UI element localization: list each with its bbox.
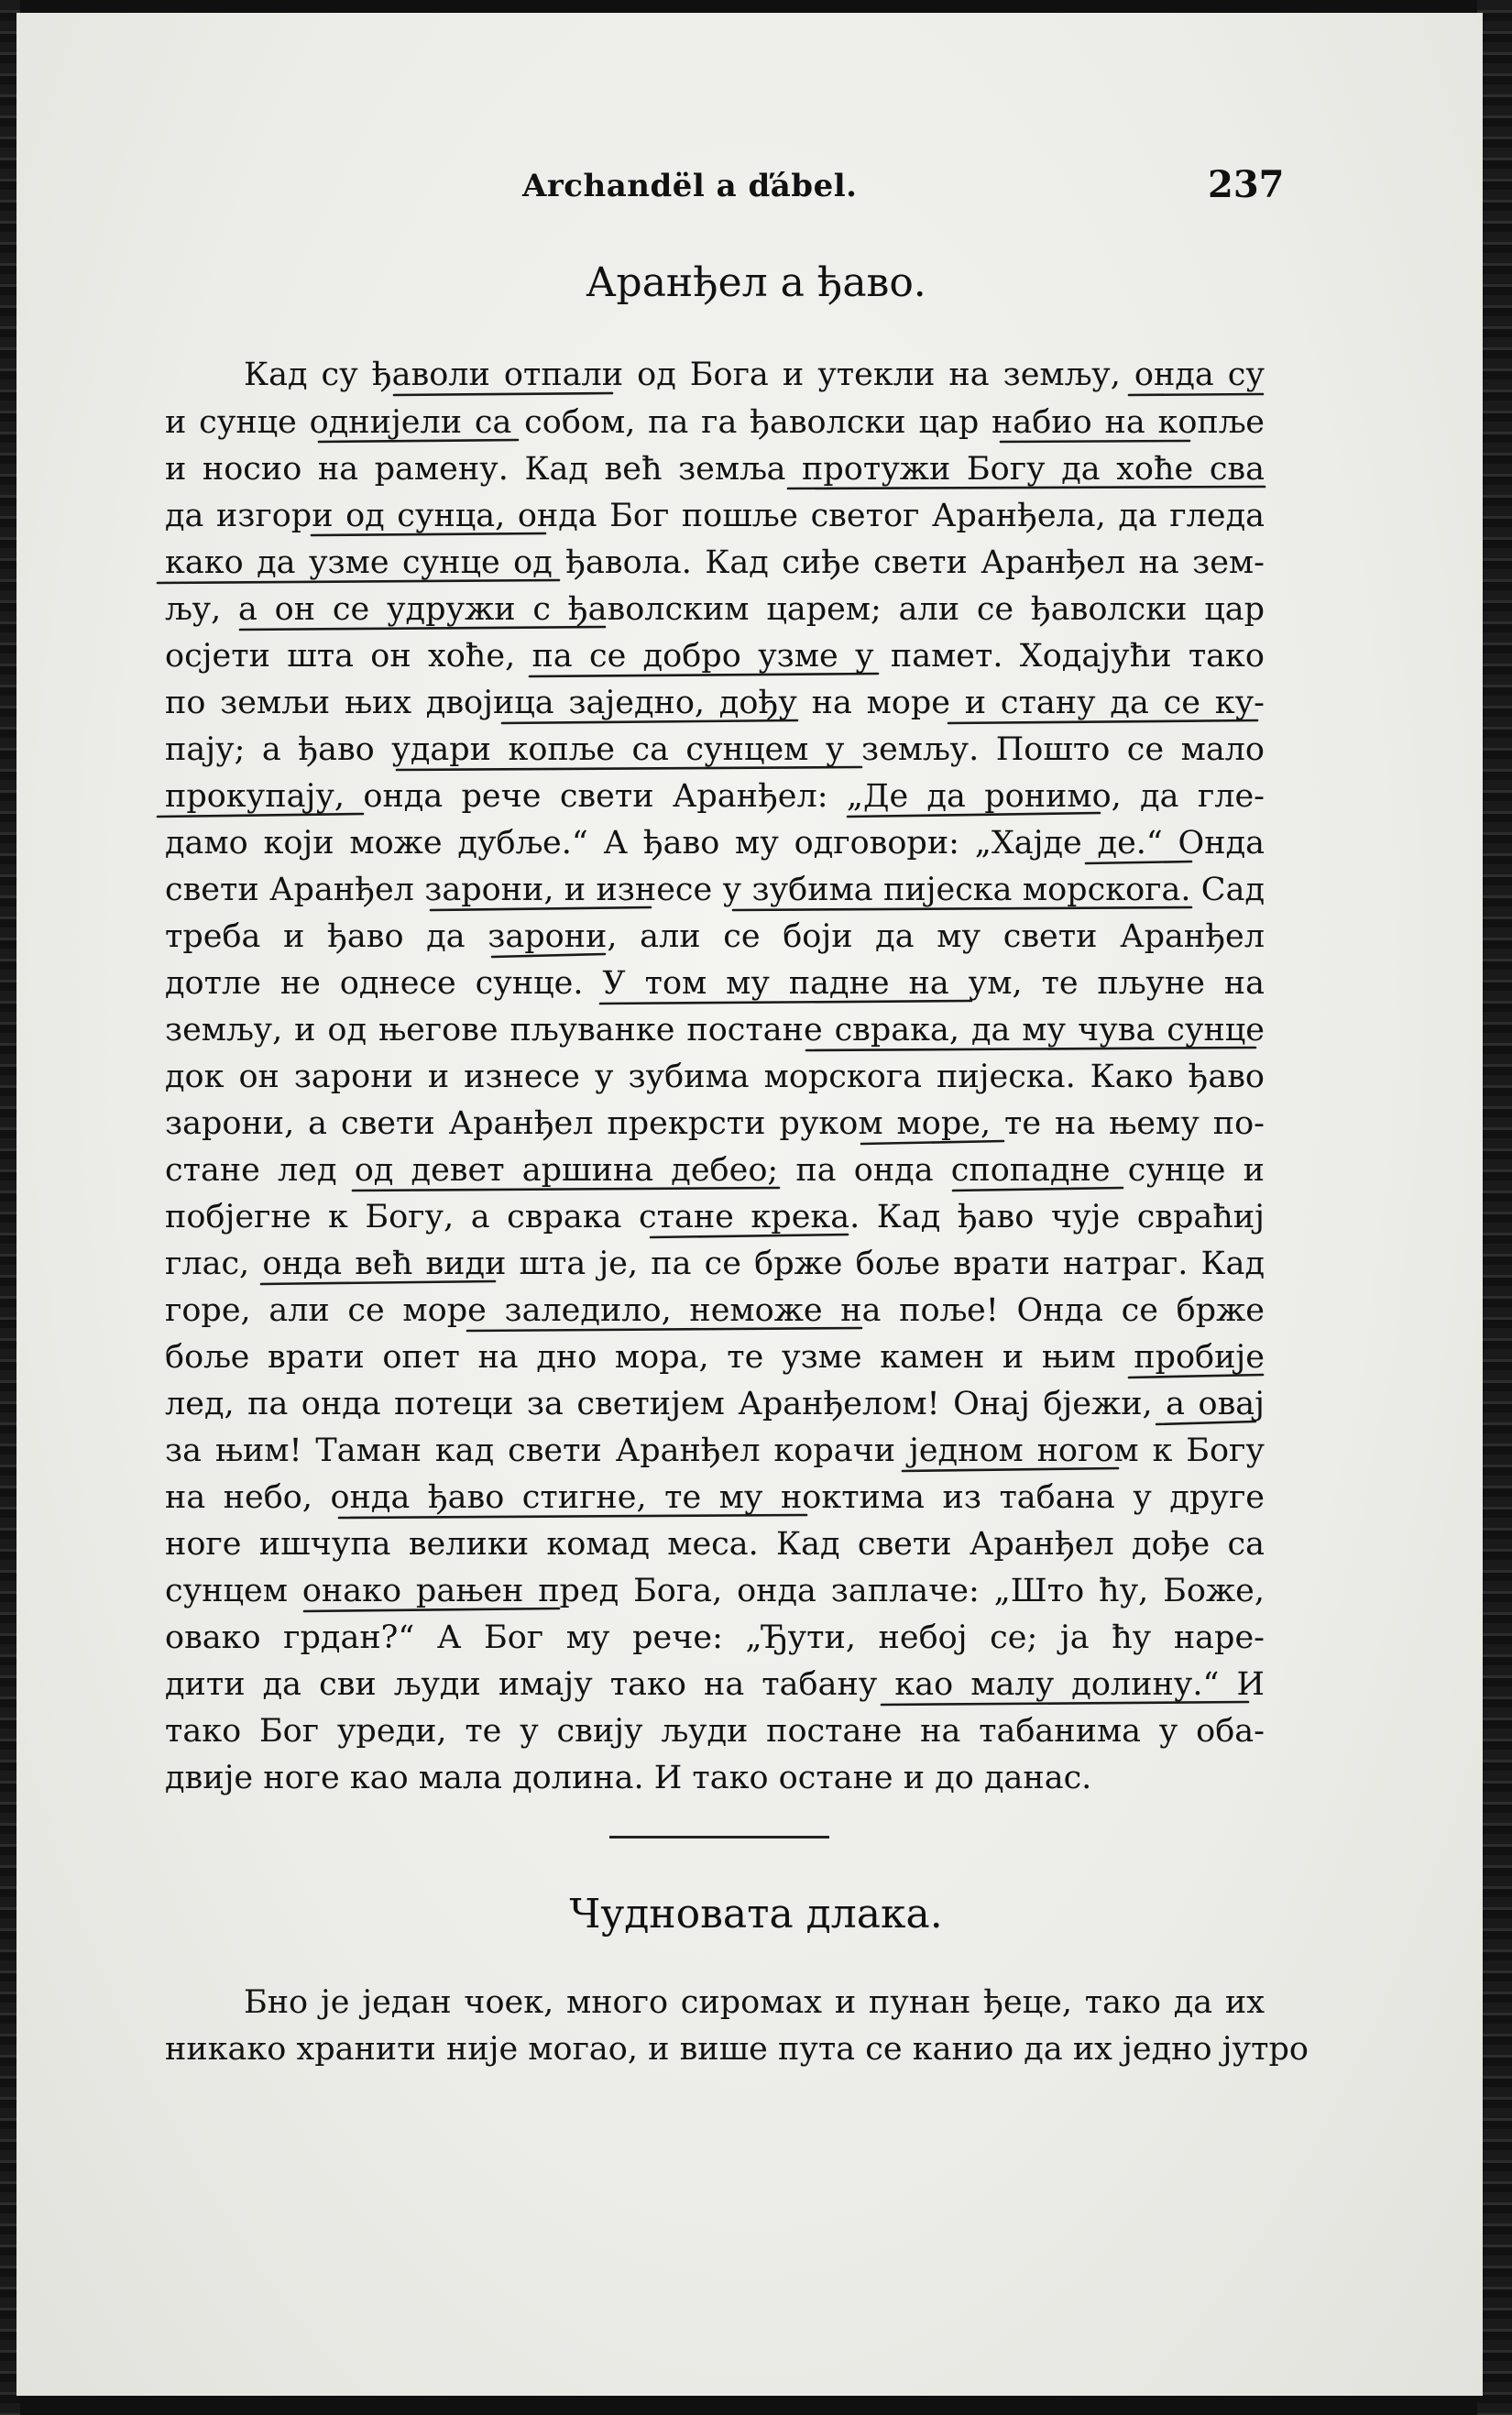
text-line-18: стане лед од девет аршина дебео; па онда спопадне сунце и: [165, 1152, 1265, 1189]
text-line-31: двије ноге као мала долина. И тако остане и до данас.: [165, 1760, 1092, 1796]
text-line-5: како да узме сунце од ђавола. Кад сиђе свети Аранђел на зем-: [165, 544, 1265, 581]
text-line-22: боље врати опет на дно мора, те узме камен и њим пробије: [165, 1339, 1265, 1376]
text-line-19: побјегне к Богу, а сврака стане крека. Кад ђаво чује свраħиј: [165, 1199, 1265, 1235]
text-line-6: љу, а он се удружи с ђаволским царем; али се ђаволски цар: [165, 591, 1265, 628]
story-title-2: Чудновата длака.: [569, 1891, 943, 1937]
text-line-21: горе, али се море заледило, неможе на поље! Онда се брже: [165, 1292, 1265, 1329]
text-line-13: треба и ђаво да зарони, али се боји да му свети Аранђел: [165, 918, 1265, 955]
text-line-33: никако хранити није могао, и више пута се канио да их једно јутро: [165, 2031, 1309, 2068]
text-line-14: дотле не однесе сунце. У том му падне на ум, те пљуне на: [165, 965, 1265, 1002]
text-line-10: прокупају, онда рече свети Аранђел: „Де да ронимо, да гле-: [165, 778, 1265, 815]
text-line-3: и носио на рамену. Кад веħ земља протужи Богу да хоħе сва: [165, 451, 1265, 488]
running-head: Archandël a ďábel.: [522, 168, 858, 204]
story-title: Аранђел а ђаво.: [586, 259, 926, 306]
text-line-11: дамо који може дубље.“ А ђаво му одговори: „Хајде де.“ Онда: [165, 825, 1265, 862]
section-divider: [609, 1836, 829, 1839]
text-line-30: тако Бог уреди, те у свију људи постане на табанима у оба-: [165, 1713, 1265, 1750]
text-line-2: и сунце однијели са собом, па га ђаволски цар набио на копље: [165, 404, 1265, 441]
text-line-16: док он зарони и изнесе у зубима морскога пијеска. Како ђаво: [165, 1059, 1265, 1095]
text-line-8: по земљи њих двојица заједно, дођу на море и стану да се ку-: [165, 685, 1265, 721]
page-number: 237: [1208, 163, 1285, 206]
text-line-26: ноге ишчупа велики комад меса. Кад свети Аранђел дође са: [165, 1526, 1265, 1563]
text-line-28: овако грдан?“ А Бог му рече: „Ђути, небој се; ја ħу наре-: [165, 1619, 1265, 1656]
text-line-4: да изгори од сунца, онда Бог пошље светог Аранђела, да гледа: [165, 498, 1265, 534]
text-line-17: зарони, а свети Аранђел прекрсти руком море, те на њему по-: [165, 1105, 1265, 1142]
text-line-1: Кад су ђаволи отпали од Бога и утекли на земљу, онда су: [244, 357, 1265, 393]
text-line-25: на небо, онда ђаво стигне, те му ноктима из табана у друге: [165, 1479, 1265, 1516]
text-line-12: свети Аранђел зарони, и изнесе у зубима пијеска морскога. Сад: [165, 872, 1265, 908]
text-line-23: лед, па онда потеци за светијем Аранђелом! Онај бјежи, а овај: [165, 1386, 1265, 1422]
text-line-9: пају; а ђаво удари копље са сунцем у земљу. Пошто се мало: [165, 731, 1265, 768]
text-line-7: осјети шта он хоħе, па се добро узме у памет. Ходајуħи тако: [165, 638, 1265, 675]
text-line-15: земљу, и од његове пљуванке постане сврака, да му чува сунце: [165, 1012, 1265, 1048]
text-line-29: дити да сви људи имају тако на табану као малу долину.“ И: [165, 1666, 1265, 1703]
text-line-24: за њим! Таман кад свети Аранђел корачи једном ногом к Богу: [165, 1433, 1265, 1469]
text-line-20: глас, онда веħ види шта је, па се брже боље врати натраг. Кад: [165, 1246, 1265, 1282]
text-line-27: сунцем онако рањен пред Бога, онда заплаче: „Што ħу, Боже,: [165, 1573, 1265, 1609]
text-line-32: Бно је један чоек, много сиромах и пунан ђеце, тако да их: [244, 1984, 1265, 2021]
